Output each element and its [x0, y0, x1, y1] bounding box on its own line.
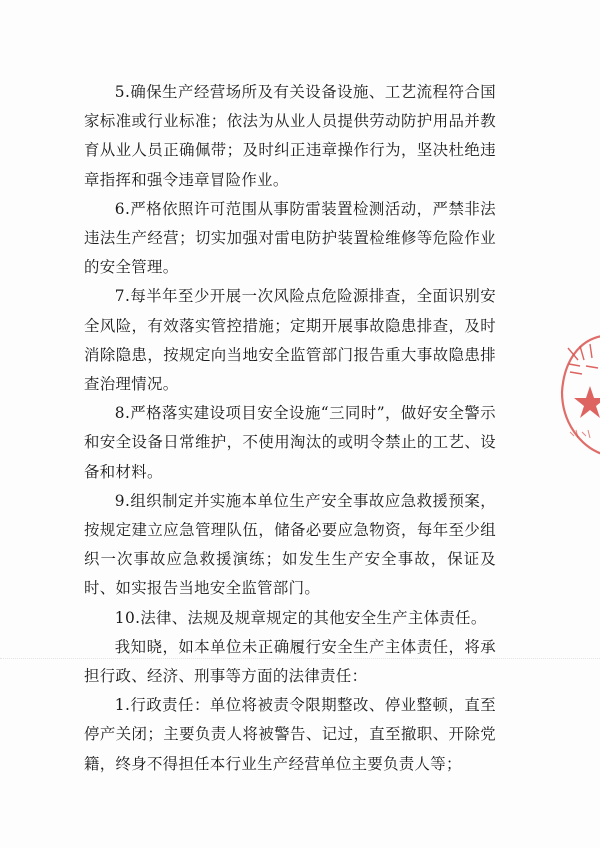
liability-intro: 我知晓，如本单位未正确履行安全生产主体责任，将承担行政、经济、刑事等方面的法律责任：: [84, 637, 496, 686]
paragraph-item-9: 9.组织制定并实施本单位生产安全事故应急救援预案，按规定建立应急管理队伍，储备必要应急物资，每年至少组织一次事故应急救援演练；如发生生产安全事故，保证及时、如实报告当地安全监管部门。: [84, 491, 496, 598]
document-body: [84, 78, 496, 779]
paragraph-item-8: 8.严格落实建设项目安全设施“三同时”，做好安全警示和安全设备日常维护，不使用淘汰的或明令禁止的工艺、设备和材料。: [84, 404, 496, 481]
paragraph-item-10: 10.法律、法规及规章规定的其他安全生产主体责任。: [114, 608, 487, 627]
paragraph-item-6: 6.严格依照许可范围从事防雷装置检测活动，严禁非法违法生产经营；切实加强对雷电防护装置检维修等危险作业的安全管理。: [84, 199, 496, 277]
paragraph-item-7: 7.每半年至少开展一次风险点危险源排查，全面识别安全风险，有效落实管控措施；定期开展事故隐患排查，及时消除隐患，按规定向当地安全监管部门报告重大事故隐患排查治理情况。: [84, 287, 496, 394]
company-seal-icon: [546, 330, 600, 460]
paragraph-item-5: 5.确保生产经营场所及有关设备设施、工艺流程符合国家标准或行业标准；依法为从业人员提供劳动防护用品并教育从业人员正确佩带；及时纠正违章操作行为，坚决杜绝违章指挥和强令违章冒险作业。: [84, 83, 496, 189]
fold-line: [0, 658, 600, 659]
administrative-liability: 1.行政责任：单位将被责令限期整改、停业整顿，直至停产关闭；主要负责人将被警告、记过，直至撤职、开除党籍，终身不得担任本行业生产经营单位主要负责人等；: [84, 696, 496, 773]
